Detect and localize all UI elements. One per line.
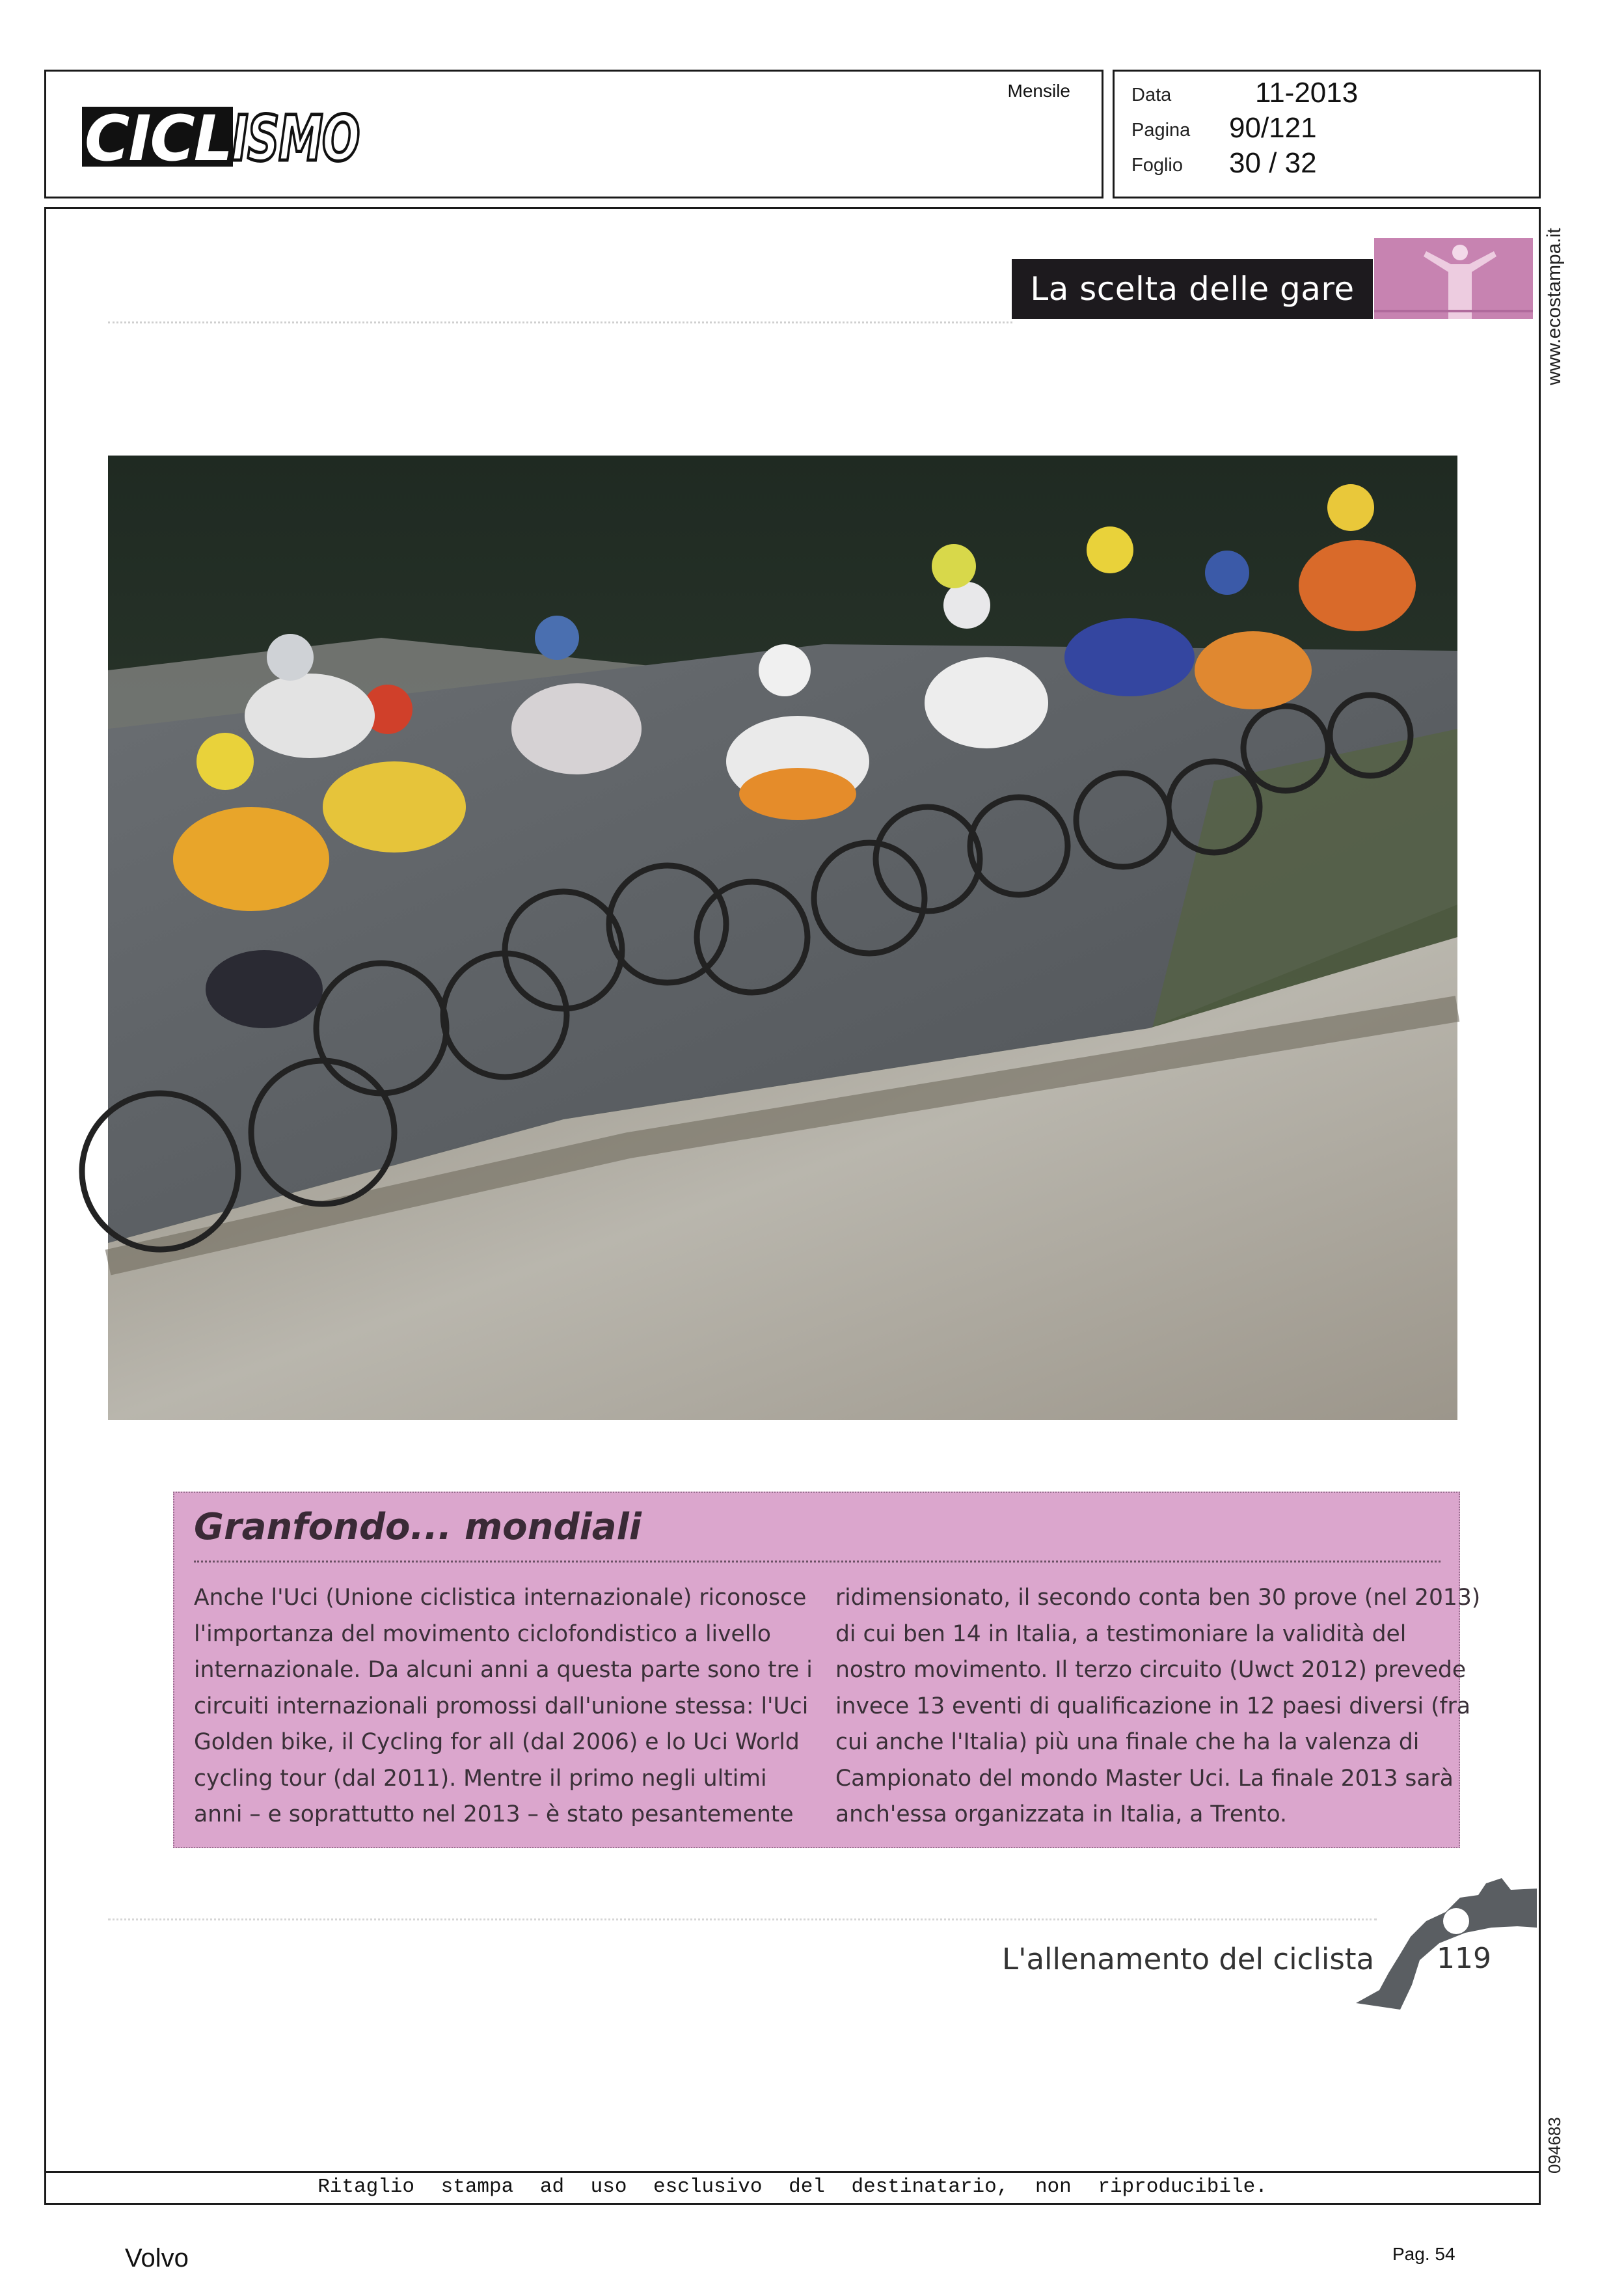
document-code-vertical: 094683	[1545, 2117, 1564, 2174]
info-box-line: cycling tour (dal 2011). Mentre il primo negli ultimi	[194, 1765, 767, 1792]
info-box-line: invece 13 eventi di qualificazione in 12 paesi diversi (fra	[835, 1693, 1471, 1719]
meta-value-pagina: 90/121	[1229, 112, 1317, 144]
info-box-line: Campionato del mondo Master Uci. La finale 2013 sarà	[835, 1765, 1454, 1792]
svg-text:ISMO: ISMO	[232, 102, 359, 175]
meta-label-pagina: Pagina	[1131, 120, 1191, 141]
section-icon-tile	[1374, 238, 1533, 319]
cyclists-photo	[108, 456, 1457, 1420]
header-meta-box	[1113, 70, 1541, 198]
svg-text:CICL: CICL	[85, 102, 232, 175]
info-box-dotted-rule	[194, 1561, 1441, 1563]
info-box-column-right	[835, 1580, 1481, 1833]
info-box-line: internazionale. Da alcuni anni a questa parte sono tre i	[194, 1657, 813, 1683]
info-box-line: di cui ben 14 in Italia, a testimoniare la validità del	[835, 1620, 1407, 1647]
info-box-line: nostro movimento. Il terzo circuito (Uwct 2012) prevede	[835, 1657, 1467, 1683]
info-box	[173, 1492, 1481, 1848]
chapter-title: L'allenamento del ciclista	[1002, 1942, 1375, 1976]
info-box-line: Golden bike, il Cycling for all (dal 2006) e lo Uci World	[194, 1729, 800, 1755]
meta-label-data: Data	[1131, 85, 1172, 105]
info-box-line: cui anche l'Italia) più una finale che ha la valenza di	[835, 1729, 1420, 1755]
section-dotted-rule	[108, 321, 1012, 323]
info-box-line: l'importanza del movimento ciclofondistico a livello	[194, 1620, 772, 1647]
section-title: La scelta delle gare	[1012, 259, 1373, 319]
cyclist-figure-icon	[1374, 238, 1533, 319]
info-box-line: ridimensionato, il secondo conta ben 30 prove (nel 2013)	[835, 1585, 1481, 1611]
periodicity-label: Mensile	[1007, 81, 1070, 101]
info-box-line: Anche l'Uci (Unione ciclistica internazionale) riconosce	[194, 1585, 807, 1611]
footer-dotted-rule	[108, 1918, 1377, 1920]
disclaimer-text: Ritaglio stampa ad uso esclusivo del destinatario, non riproducibile.	[318, 2176, 1267, 2198]
meta-label-foglio: Foglio	[1131, 155, 1183, 176]
ciclismo-logo	[78, 102, 364, 175]
meta-value-data: 11-2013	[1255, 77, 1359, 109]
client-name: Volvo	[125, 2244, 189, 2272]
website-vertical: www.ecostampa.it	[1543, 228, 1565, 385]
frame-bottom-rule	[44, 2171, 1541, 2173]
info-box-line: anni – e soprattutto nel 2013 – è stato pesantemente	[194, 1801, 794, 1827]
meta-value-foglio: 30 / 32	[1229, 147, 1317, 179]
chapter-page-number: 119	[1437, 1942, 1491, 1975]
info-box-title: Granfondo... mondiali	[194, 1506, 642, 1548]
info-box-line: circuiti internazionali promossi dall'unione stessa: l'Uci	[194, 1693, 809, 1719]
clipping-page-label: Pag. 54	[1392, 2244, 1455, 2264]
info-box-column-left	[194, 1580, 813, 1833]
info-box-line: anch'essa organizzata in Italia, a Trento.	[835, 1801, 1287, 1827]
